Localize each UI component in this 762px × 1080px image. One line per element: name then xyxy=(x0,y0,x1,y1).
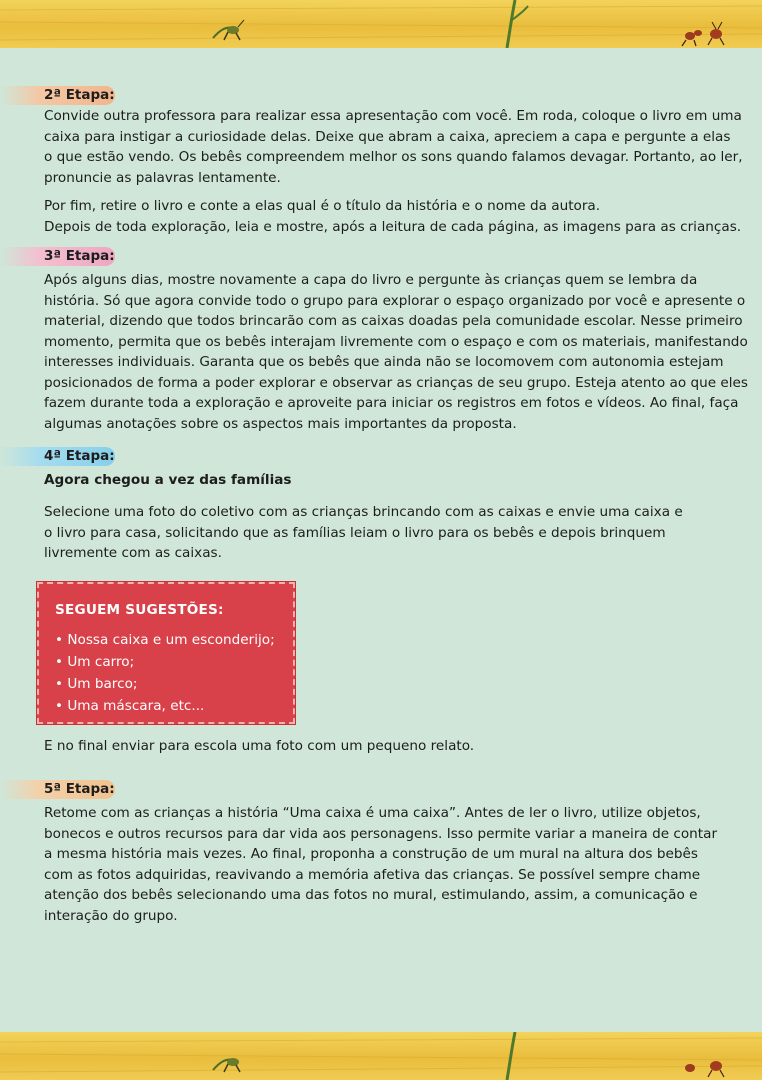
stage-3-label: 3ª Etapa: xyxy=(0,247,115,266)
meadow-illustration xyxy=(0,1032,762,1080)
decorative-meadow-footer xyxy=(0,1032,762,1080)
list-item: • Um barco; xyxy=(55,676,138,692)
stage-2-paragraph-1: Convide outra professora para realizar essa apresentação com você. Em roda, coloque o livro em uma caixa para instigar a curiosidade delas. Deixe que abram a caixa, apreciem a capa e pergunte a elas o que estão vendo. Os bebês compreendem melhor os sons quando falamos devagar. Portanto, ao ler, pronuncie as palavras lentamente. xyxy=(44,108,743,186)
list-item: • Nossa caixa e um esconderijo; xyxy=(55,632,275,648)
suggestions-box xyxy=(37,582,295,724)
stage-5-paragraph: Retome com as crianças a história “Uma caixa é uma caixa”. Antes de ler o livro, utilize objetos, bonecos e outros recursos para dar vida aos personagens. Isso permite variar a maneira de contar a mesma história mais vezes. Ao final, proponha a construção de um mural na altura dos bebês com as fotos adquiridas, reavivando a memória afetiva das crianças. Se possível sempre chame atenção dos bebês selecionando uma das fotos no mural, estimulando, assim, a comunicação e interação do grupo. xyxy=(44,805,718,924)
stage-4-paragraph: Selecione uma foto do coletivo com as crianças brincando com as caixas e envie uma caixa e o livro para casa, solicitando que as famílias leiam o livro para os bebês e depois brinquem livremente com as caixas. xyxy=(44,504,683,561)
stage-5-label: 5ª Etapa: xyxy=(0,780,115,799)
stage-3-paragraph: Após alguns dias, mostre novamente a capa do livro e pergunte às crianças quem se lembra da história. Só que agora convide todo o grupo para explorar o espaço organizado por você e apresente o material, dizendo que todos brincarão com as caixas doadas pela comunidade escolar. Nesse primeiro momento, permita que os bebês interajam livremente com o espaço e com os materiais, manifestando interesses individuais. Garanta que os bebês que ainda não se locomovem com autonomia estejam posicionados de forma a poder explorar e observar as crianças de seu grupo. Esteja atento ao que eles fazem durante toda a exploração e aproveite para iniciar os registros em fotos e vídeos. Ao final, faça algumas anotações sobre os aspectos mais importantes da proposta. xyxy=(44,272,748,432)
stage-2-paragraph-2: Por fim, retire o livro e conte a elas qual é o título da história e o nome da autora. Depois de toda exploração, leia e mostre, após a leitura de cada página, as imagens para as crianças. xyxy=(44,198,742,235)
stage-2-label: 2ª Etapa: xyxy=(0,86,115,105)
ant-icon xyxy=(685,1061,724,1077)
list-item: • Uma máscara, etc... xyxy=(55,698,205,714)
meadow-illustration xyxy=(0,0,762,48)
suggestions-list xyxy=(55,629,275,717)
list-item: • Um carro; xyxy=(55,654,135,670)
suggestions-title: SEGUEM SUGESTÕES: xyxy=(55,602,224,618)
stage-4-closing: E no final enviar para escola uma foto com um pequeno relato. xyxy=(44,738,475,754)
decorative-meadow-header xyxy=(0,0,762,48)
insect-icon xyxy=(213,20,244,40)
stage-4-label: 4ª Etapa: xyxy=(0,447,115,466)
stage-4-subheading: Agora chegou a vez das famílias xyxy=(44,472,292,488)
